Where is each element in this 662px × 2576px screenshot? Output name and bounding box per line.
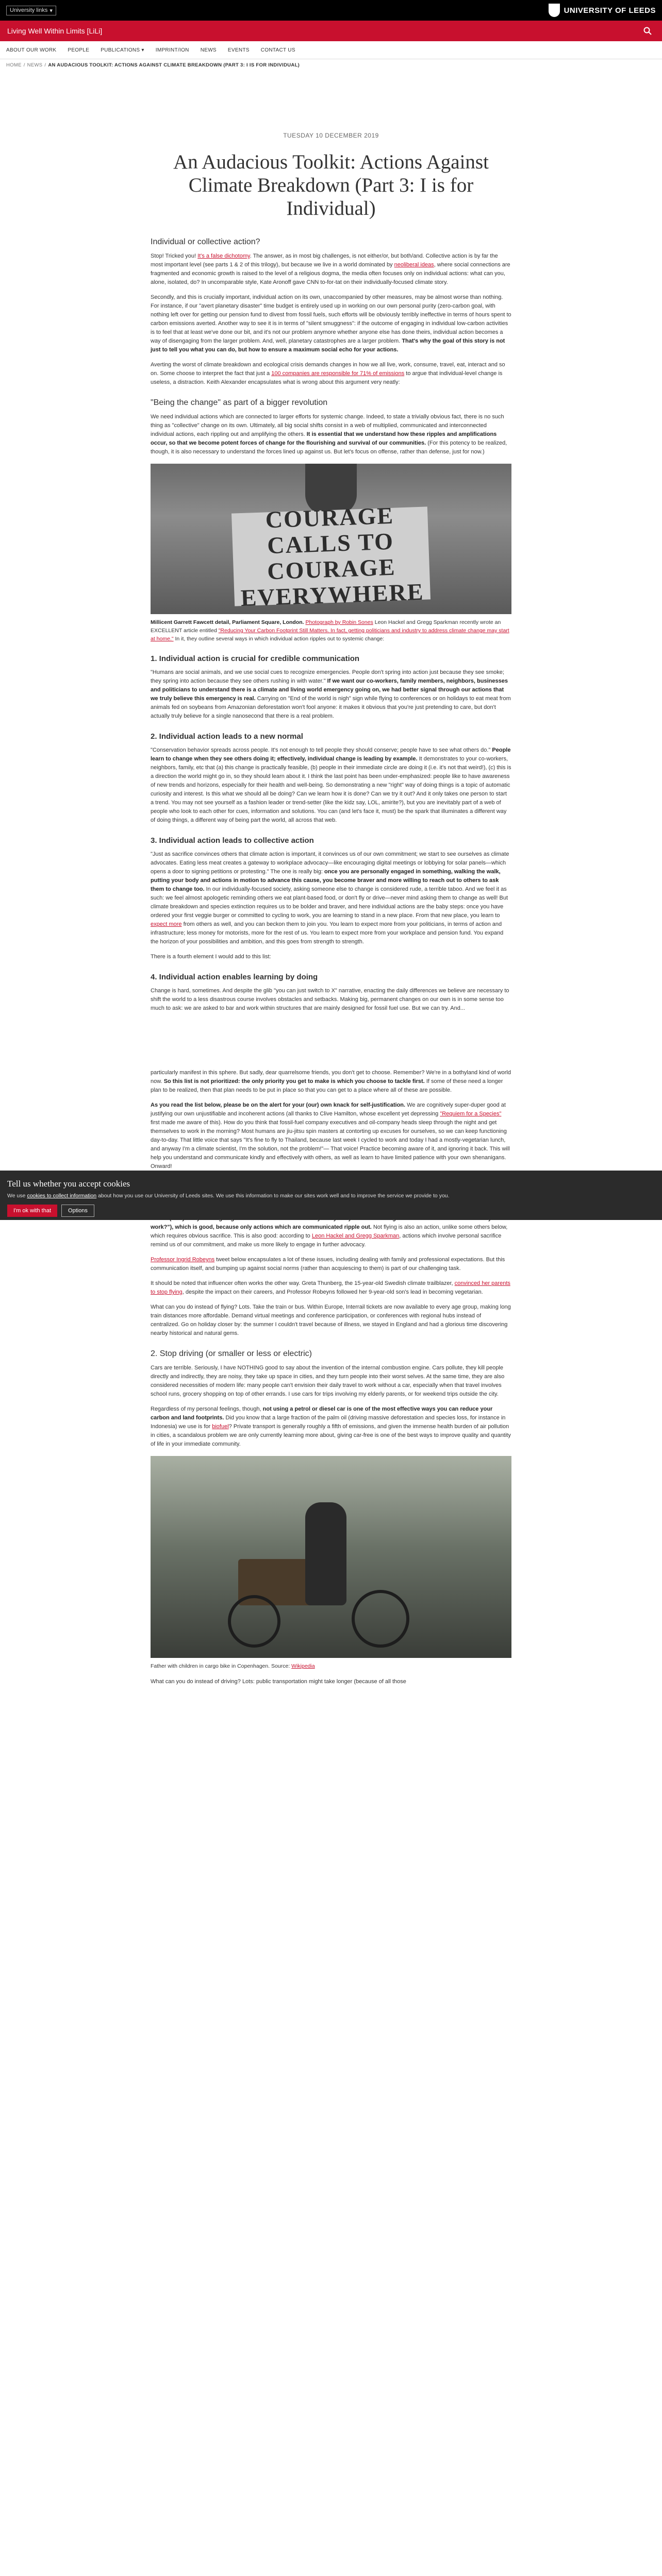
paragraph xyxy=(151,252,511,287)
cookie-text xyxy=(7,1192,655,1199)
text: to argue that individual-level change is useless, a distraction. Keith Alexander encapsulates what is wrong about this argument very neatly: xyxy=(151,370,503,385)
text: In it, they outline several ways in which individual action ripples out to systemic change: xyxy=(173,636,385,642)
nav-contact-us[interactable]: CONTACT US xyxy=(260,47,295,53)
nav-people[interactable]: PEOPLE xyxy=(68,47,90,53)
text: particularly manifest in this sphere. But sadly, dear quarrelsome friends, you don't get to choose. Remember? We're in a bothyland kind of world now. xyxy=(151,1070,511,1084)
text: Averting the worst of climate breakdown and ecological crisis demands changes in how we all live, work, consume, travel, eat, interact and so on. Some choose to interpret the fact that just a xyxy=(151,362,505,377)
text: about how you use our University of Leeds sites. We use this information to make our sites work well and to improve the service we provide to you. xyxy=(96,1193,450,1199)
heading-3: 3. Individual action leads to collective action xyxy=(151,836,314,845)
false-dichotomy-link[interactable]: It's a false dichotomy xyxy=(197,253,250,259)
text: We need individual actions which are connected to larger efforts for systemic change. Indeed, to state a trivially obvious fact, there is no such thing as "collective" change on its own. Ultimately, all big social shifts consist in a web of multiplied, communicated and interconnected individual actions, each rippling out and amplifying the others. xyxy=(151,414,504,437)
breadcrumb-current: AN AUDACIOUS TOOLKIT: ACTIONS AGAINST CLIMATE BREAKDOWN (PART 3: I IS FOR INDIVIDUAL) xyxy=(48,62,300,68)
nav-publications[interactable] xyxy=(101,47,144,53)
heading-being-the-change: "Being the change" as part of a bigger revolution xyxy=(151,398,328,407)
cookie-options-button[interactable]: Options xyxy=(61,1205,94,1217)
nav-publications-label: PUBLICATIONS xyxy=(101,47,140,53)
text: It should be noted that influencer often works the other way. Greta Thunberg, the 15-year-old Swedish climate trailblazer, xyxy=(151,1280,455,1286)
text: Stop! Tricked you! xyxy=(151,253,198,259)
text: first made me aware of this). How do you think that fossil-fuel company executives and oil-company heads sleep through the night and get themselves to work in the morning? Most humans are jiu-jitsu spin masters at contorting up excuses for ourselves, so we can keep functioning day-to-day. That little voice that says "It's fine to fly to Thailand, because last week I cycled to work and today I had a mostly-vegetarian lunch, and anyway I'm a climate scientist, I'm the solution, not the problem!"— That voice! Practice becoming aware of it, and ignoring it back. This will help you understand and communicate kindly and effectively with others, as well as learn to have limited patience with your own shenanigans. Onward! xyxy=(151,1120,510,1170)
text: "Just as sacrifice convinces others that climate action is important, it convinces us of our own commitment; we start to see ourselves as climate advocates. Eating less meat creates a gateway to workplace advocacy—like encouraging digital meetings or lobbying for solar panels—which opens a door to signing petitions or protesting." xyxy=(151,851,509,875)
text: It demonstrates to your co-workers, neighbors, family, etc that (a) this change is practically feasible, (b) people in their immediate circle are doing it (i.e. it's not that weird!), (c) this is a direction the world might go in, so they should learn about it. I think the last point has been under-emphasized: people like to have awareness of new trends and horizons, especially for their health and well-being. So demonstrating a new "right" way of doing things is a topic of automatic curiosity and interest. Is this what we should all be doing? Can we learn how it is done? Can we try it out? And it only takes one person to start a trend. You may not see yourself as a fashion leader or trend-setter (like the kidz say, LOL, amirite?), but you are inevitably part of a web of people who look to each other for cues, information and solutions. You can (and let's face it, must) be the spark that illuminates a different way of doing things, a different way of being part the world, all across that web. xyxy=(151,756,511,823)
front-wheel-shape xyxy=(228,1595,280,1648)
text: We use xyxy=(7,1193,27,1199)
banner xyxy=(231,502,431,612)
paragraph: Cars are terrible. Seriously, I have NOTHING good to say about the invention of the internal combustion engine. Cars pollute, they kill people directly and indirectly, they are noisy, they take up space in cities, and they turn people into their worst selves. At the same time, they are also considered necessities of modern life: many people can't envision their daily travel to work without a car, especially when that travel involves school runs, grocery shopping on top of other errands. I use cars for trips involving my elderly parents, or for weekend trips outside the city. xyxy=(151,1365,505,1397)
neoliberal-ideas-link[interactable]: neoliberal ideas xyxy=(394,262,434,268)
banner-text: COURAGE CALLS TO COURAGE EVERYWHERE xyxy=(240,502,425,612)
text: from others as well, and you can beckon them to join you. You learn to expect more from your politicians, in terms of action and infrastructure; less money for motorists, more for the rest of us. You learn to expect more from your workplace and pension fund. You expand the horizon of your possibilities and ambition, and this goes from strength to strength. xyxy=(151,921,504,945)
nav-events[interactable]: EVENTS xyxy=(227,47,250,53)
cookie-info-link[interactable]: cookies to collect information xyxy=(27,1193,97,1199)
text: The one is really big: xyxy=(269,869,323,875)
heading-4: 4. Individual action enables learning by doing xyxy=(151,973,318,981)
text: tweet below encapsulates a lot of these issues, including dealing with family and professional expectations. But this communication itself, and bumping up against social norms (rather than acquiescing to them) is part of our challenging task. xyxy=(151,1257,505,1272)
breadcrumb-news[interactable]: NEWS xyxy=(27,62,43,68)
courage-banner-photo xyxy=(151,464,511,614)
text: Not flying is also an action, unlike some others below, which requires obvious sacrifice. This is also good: according to xyxy=(151,1224,508,1239)
main-nav xyxy=(0,41,662,59)
bold-text: It is essential that we understand how these ripples and amplifications occur, so that we become potent forces of change for the flourishing and survival of our communities. xyxy=(151,431,497,446)
university-links-label: University links xyxy=(10,7,48,13)
nav-news[interactable]: NEWS xyxy=(200,47,217,53)
text: Secondly, and this is crucially important, individual action on its own, unaccompanied by other measures, may be almost worse than nothing. For instance, if our "avert planetary disaster" time budget is entirely used up in working on our own personal purity (zero-carbon goal, with nothing left over for getting our pension fund to divest from fossil fuels, such efforts will be obviously terribly ineffective in terms of hours spent to carbon emissions averted. Another way to see it is in terms of "silent smuggness": if the outcome of engaging in individual low-carbon activities is to feel that at least we've done our bit, and it's not our problem anymore whether anyone else has done theirs, individual action becomes a way of disengaging from the larger problem. And, well, planetary catastrophes are a larger problem. xyxy=(151,294,511,344)
text: (For this potency to be realized, though, it is also necessary to understand the forces lined up against us. But let's focus on offense, rather than defense, just for now.) xyxy=(151,440,507,455)
paragraph xyxy=(151,850,511,946)
cookie-buttons xyxy=(7,1205,655,1217)
text: "Conservation behavior spreads across people. It's not enough to tell people they should conserve; people have to see what others do." xyxy=(151,747,491,753)
text: Did you know that a large fraction of the palm oil (driving massive deforestation and species loss, for instance in Indonesia) we use is for xyxy=(151,1415,506,1430)
rider-shape xyxy=(305,1502,346,1605)
nav-imprint[interactable]: IMPRINT/ION xyxy=(155,47,189,53)
paragraph xyxy=(151,293,511,354)
photo-caption-2 xyxy=(151,1662,511,1670)
photo-caption xyxy=(151,618,511,643)
bold-text: not using a petrol or diesel car is one of the most effective ways you can reduce your carbon and land footprints. xyxy=(151,1406,493,1421)
text: Regardless of my personal feelings, though, xyxy=(151,1406,261,1412)
paragraph xyxy=(151,1101,511,1171)
search-button[interactable] xyxy=(640,24,655,38)
heading-1: 1. Individual action is crucial for credible communication xyxy=(151,654,360,663)
photo-credit-link[interactable]: Photograph by Robin Sones xyxy=(305,619,373,625)
expect-more-link[interactable]: expect more xyxy=(151,921,182,927)
text: Father with children in cargo bike in Copenhagen. Source: xyxy=(151,1663,292,1669)
text: "Humans are social animals, and we use social cues to recognize emergencies. People don't spring into action just because they see smoke; they spring into action because they see others rushing in with water." xyxy=(151,669,504,684)
text: , actions which involve personal sacrifice remind us of our commitment, and make us more likely to engage in further advocacy. xyxy=(151,1233,502,1248)
carbon-footprint-article-link[interactable]: "Reducing Your Carbon Footprint Still Matters. In fact, getting politicians and industry to address climate change may start at home." xyxy=(151,628,509,642)
nav-about-our-work[interactable]: ABOUT OUR WORK xyxy=(6,47,57,53)
paragraph xyxy=(151,413,511,456)
article-title: An Audacious Toolkit: Actions Against Climate Breakdown (Part 3: I is for Individual) xyxy=(173,151,489,219)
university-bar xyxy=(0,0,662,21)
robeyns-link[interactable]: Professor Ingrid Robeyns xyxy=(151,1257,215,1263)
caption-bold: Millicent Garrett Fawcett detail, Parliament Square, London. xyxy=(151,619,304,625)
paragraph: What can you do instead of driving? Lots: public transportation might take longer (because of all those xyxy=(151,1679,406,1685)
breadcrumb xyxy=(0,59,662,71)
paragraph: Change is hard, sometimes. And despite the glib "you can just switch to X" narrative, enacting the daily differences we believe are necessary to shift the world to a less disastrous course involves obstacles and setbacks. Making big, permanent changes on our own is in some sense too much to ask: we are asked to bar and work within structures that are mainly designed for fossil fuel use. But we can try. And... xyxy=(151,988,509,1011)
university-logo[interactable] xyxy=(549,4,656,17)
text: Leon Hackel and Gregg Sparkman recently wrote an EXCELLENT article entitled xyxy=(151,619,501,634)
cookie-title: Tell us whether you accept cookies xyxy=(7,1179,130,1189)
paragraph xyxy=(151,668,511,721)
article xyxy=(151,71,511,1686)
breadcrumb-separator: / xyxy=(23,62,25,68)
greta-parents-link[interactable]: convinced her parents to stop flying xyxy=(151,1280,510,1295)
chevron-down-icon: ▾ xyxy=(49,7,53,14)
bold-text: As you read the list below, please be on the alert for your (our) own knack for self-justification. xyxy=(151,1102,406,1108)
paragraph xyxy=(151,1405,511,1449)
text: , despite the impact on their careers, and Professor Robeyns followed her 9-year-old son's lead in becoming vegetarian. xyxy=(182,1289,483,1295)
site-title[interactable]: Living Well Within Limits [LiLi] xyxy=(7,27,103,35)
article-date: TUESDAY 10 DECEMBER 2019 xyxy=(283,132,379,139)
bold-text: People learn to change when they see others doing it; effectively, individual change is leading by example. xyxy=(151,747,511,762)
text: Carrying on "End of the world is nigh" sign while flying to conferences or on holidays to eat meat from animals fed on soybeans from Amazonian deforestation won't fool anyone: it makes it obvious that you're just pretending to care, but don't actually truly believe for a single nanosecond that there is a real problem. xyxy=(151,696,511,719)
paragraph: What can you do instead of flying? Lots. Take the train or bus. Within Europe, Interrail tickets are now available to every age group, making long train distances more affordable. Demand virtual meetings and conference participation, or conferences with regional hubs instead of centralized. Go on holiday closer by: the summer I couldn't travel because of illness, we stayed in England and had a glorious time discovering nearby historical and natural gems. xyxy=(151,1304,511,1336)
paragraph xyxy=(151,1069,511,1095)
hackel-sparkman-link[interactable]: Leon Hackel and Gregg Sparkman xyxy=(311,1233,400,1239)
heading-intro: Individual or collective action? xyxy=(151,238,260,246)
biofuel-link[interactable]: biofuel xyxy=(212,1423,229,1430)
bold-text: once you are personally engaged in something, walking the walk, putting your body and actions in motion to advance this cause, you become braver and more willing to reach out to others to ask them to change too. xyxy=(151,869,501,892)
breadcrumb-home[interactable]: HOME xyxy=(6,62,22,68)
chevron-down-icon: ▾ xyxy=(141,47,144,53)
heading-2: 2. Individual action leads to a new normal xyxy=(151,732,303,741)
breadcrumb-separator: / xyxy=(44,62,46,68)
search-icon xyxy=(643,27,652,35)
bold-text: If we want our co-workers, family members, neighbors, businesses and politicians to understand there is a climate and living world emergency going on, we had better signal through our actions that we truly believe this emergency is real. xyxy=(151,678,508,702)
university-logo-text: UNIVERSITY OF LEEDS xyxy=(564,6,656,15)
cargo-bike-photo xyxy=(151,1456,511,1658)
crest-icon xyxy=(549,4,560,17)
rear-wheel-shape xyxy=(352,1590,409,1648)
text: If some of these need a longer plan to be realized, then that plan needs to be put in place so that you can get to a place where all of these are possible. xyxy=(151,1078,503,1093)
requiem-link[interactable]: "Requiem for a Species" xyxy=(440,1111,502,1117)
bold-text: That's why the goal of this story is not just to tell you what you can do, but how to ensure a maximum social echo for your actions. xyxy=(151,338,505,353)
paragraph xyxy=(151,361,511,387)
text: , where social connections are fragmented and economic growth is raised to the level of a religious dogma, the media often focuses only on individual actions: what can you, alone, isolated, do? In uncomparable style, Kate Aronoff gave CNN to-for-tat on their individually-focused climate story. xyxy=(151,262,510,285)
paragraph xyxy=(151,1279,511,1297)
paragraph: There is a fourth element I would add to this list: xyxy=(151,954,271,960)
heading-driving: 2. Stop driving (or smaller or less or electric) xyxy=(151,1349,312,1358)
text: We are cognitively super-duper good at justifying our own unjustifiable and incoherent actions (all thanks to Clive Hamilton, whose excellent yet depressing xyxy=(151,1102,506,1117)
100-companies-link[interactable]: 100 companies are responsible for 71% of emissions xyxy=(271,370,405,377)
paragraph xyxy=(151,746,511,825)
cookie-banner-spacer xyxy=(151,1019,511,1069)
accept-cookies-button[interactable]: I'm ok with that xyxy=(7,1205,57,1217)
bold-text: work?"), which is good, because only actions which are communicated ripple out. xyxy=(151,1224,372,1230)
wikipedia-link[interactable]: Wikipedia xyxy=(291,1663,315,1669)
site-header xyxy=(0,21,662,41)
text: In our individually-focused society, asking someone else to change is considered rude, a terrible taboo. And we feel it as such: we feel almost apologetic reminding others we eat plant-based food, or don't fly or drive—never mind asking them to change as well! But climate breakdown and species extinction requires us to be bolder and braver, and here individual actions are the baby steps: once you have ordered your first veggie burger or committed to cycling to work, you are learning to stand in a new place. From that new place, you learn to xyxy=(151,886,508,919)
text: . The answer, as in most big challenges, is not either/or, but both/and. Collective action is by far the most important level (see parts 1 & 2 of this trilogy), but because we live in a world dominated by xyxy=(151,253,498,268)
paragraph xyxy=(151,1256,511,1273)
text: ? Private transport is generally roughly a fifth of emissions, and given the immense health burden of air pollution in cities, a scandalous problem we are only currently learning more about, giving car-free is one of the best ways to improve quality and quantity of life in your immediate community. xyxy=(151,1423,511,1447)
bold-text: So this list is not prioritized: the only priority you get to make is which you choose to tackle first. xyxy=(162,1078,425,1084)
cookie-banner xyxy=(0,1171,662,1220)
university-links-select[interactable] xyxy=(6,6,56,15)
